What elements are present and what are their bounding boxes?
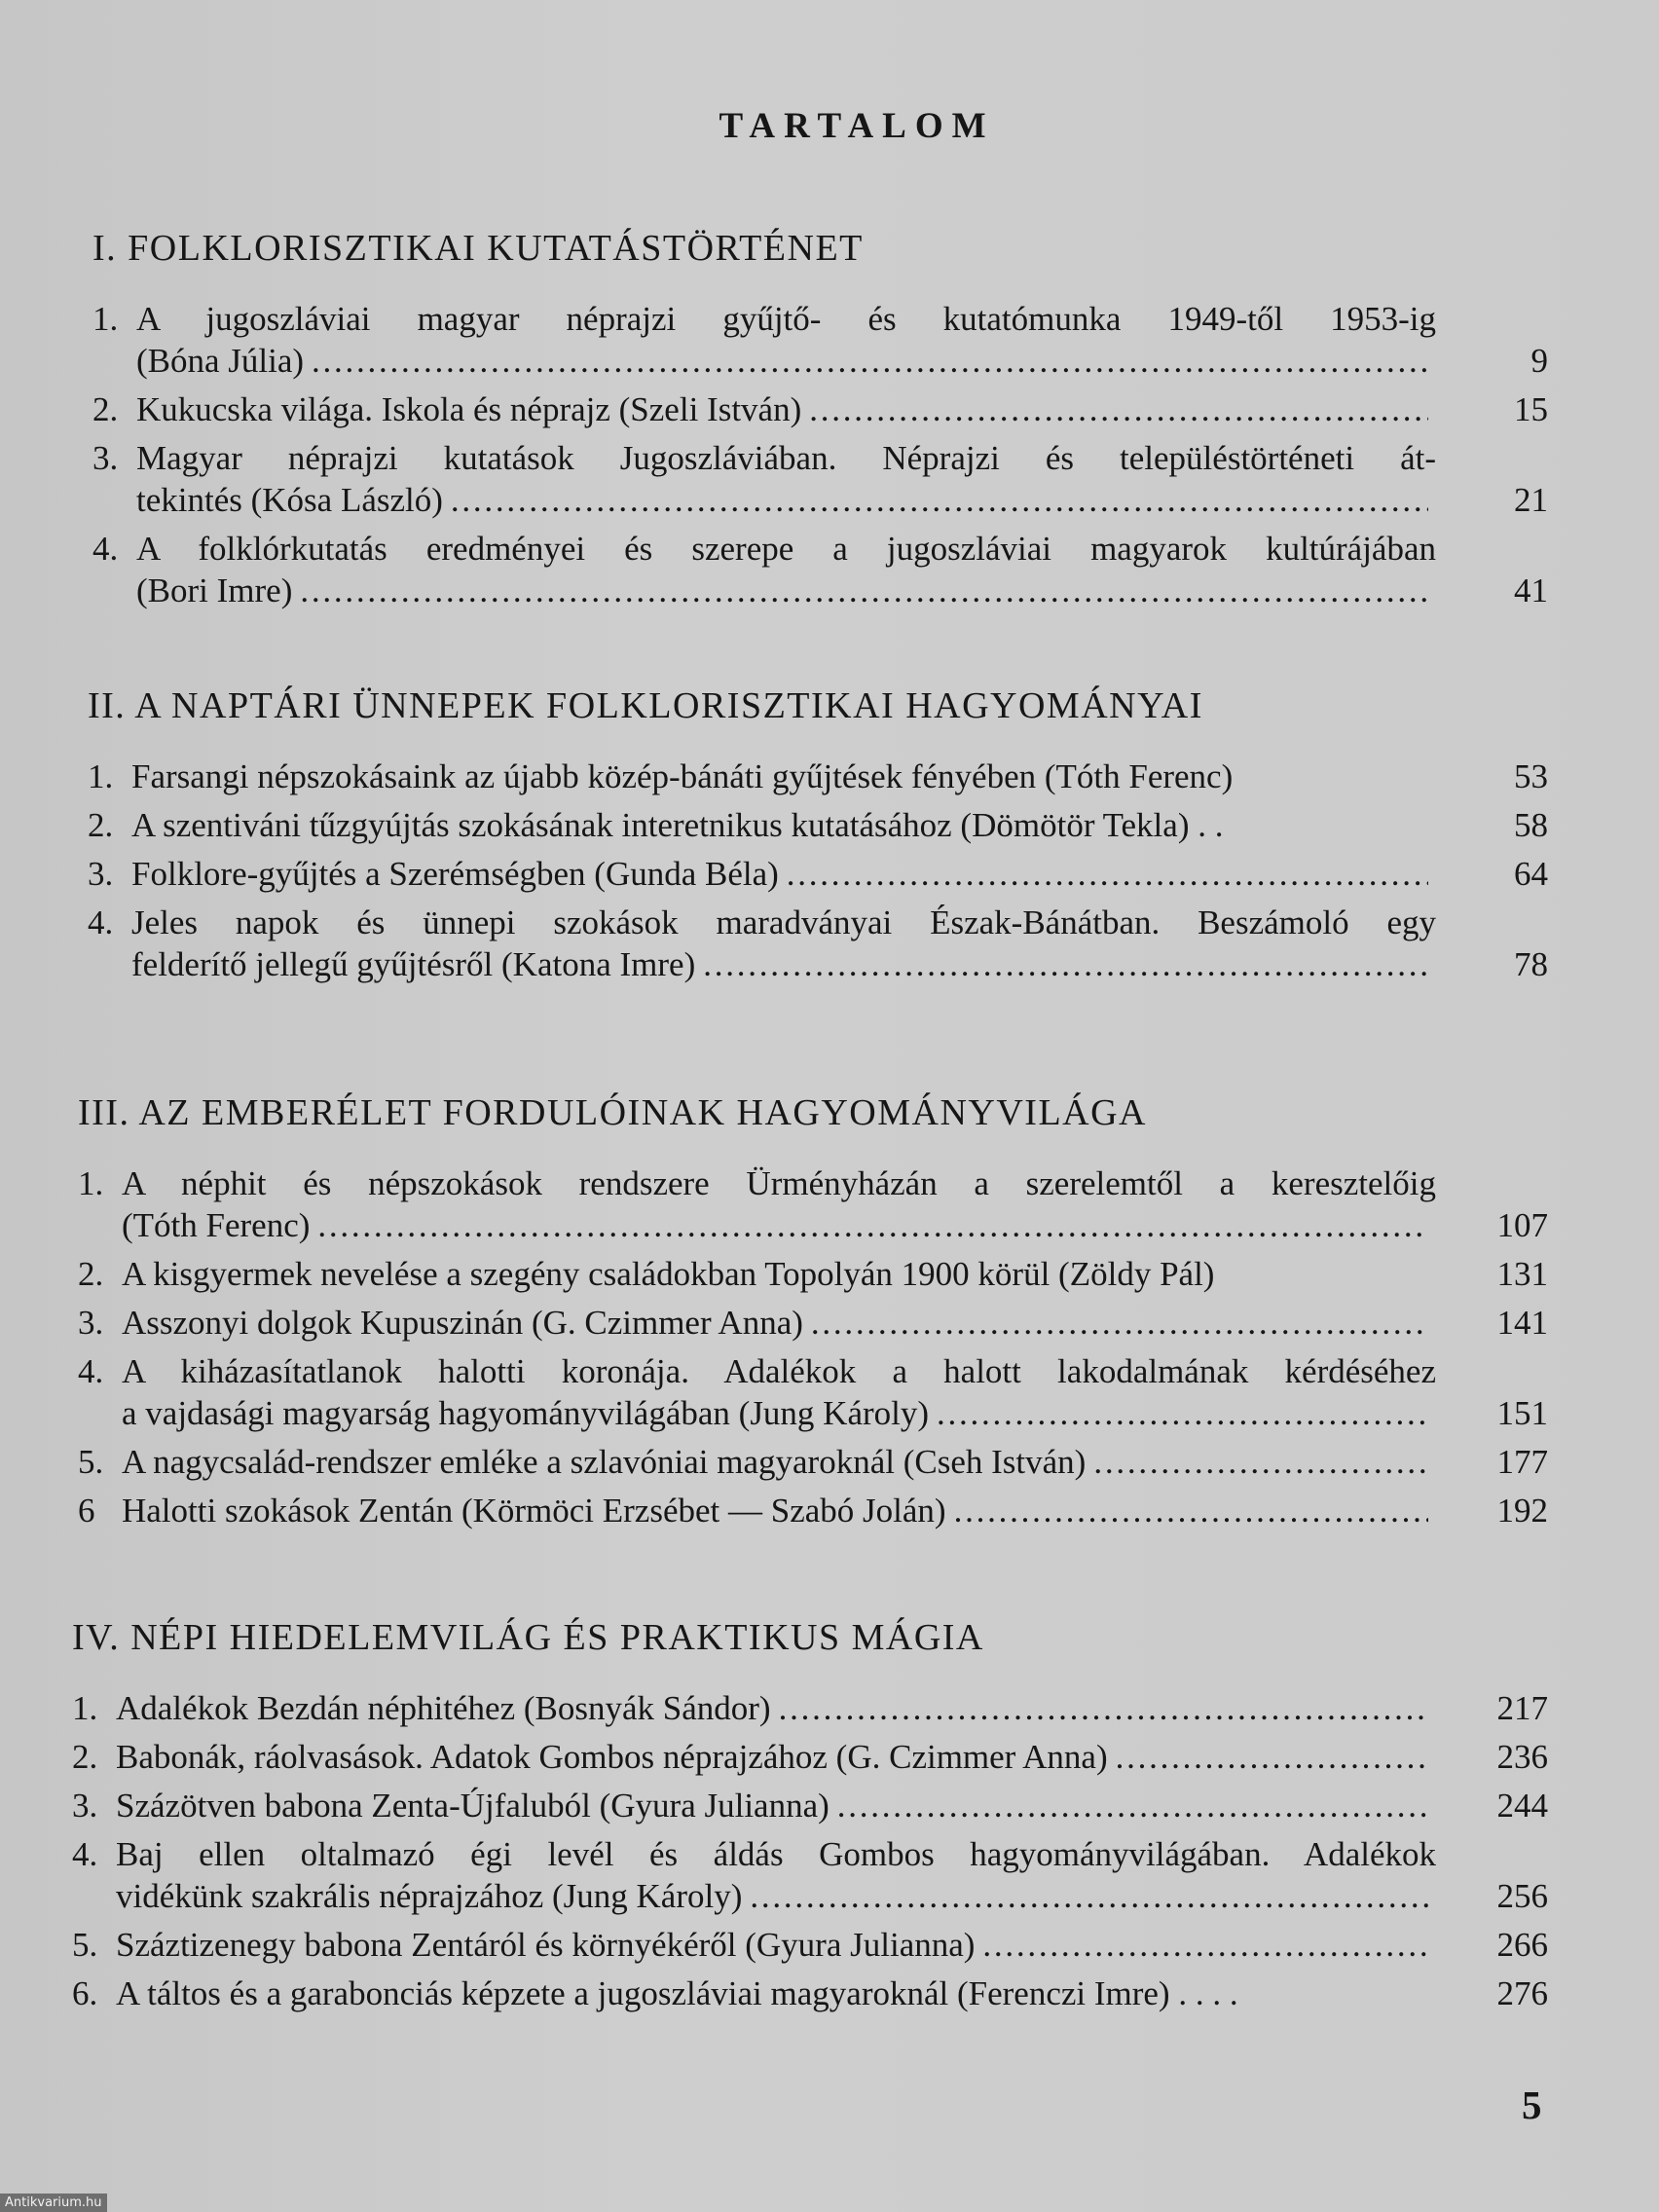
entry-number: 2.: [72, 1738, 98, 1776]
entry-title-line: A néphit és népszokások rendszere Ürményházán a szerelemtől a keresztelőig: [122, 1164, 1436, 1202]
toc-entry[interactable]: [78, 1350, 1659, 1434]
entry-title: Százötven babona Zenta-Újfaluból (Gyura Julianna): [116, 1787, 830, 1825]
entry-title-line: A jugoszláviai magyar néprajzi gyűjtő- és kutatómunka 1949-től 1953-ig: [136, 300, 1436, 338]
entry-title: felderítő jellegű gyűjtésről (Katona Imre): [131, 945, 696, 983]
entry-page-number: 9: [1530, 342, 1548, 380]
toc-list: [72, 1687, 1659, 2014]
toc-entry[interactable]: [78, 1302, 1659, 1344]
entry-title-line: Magyar néprajzi kutatások Jugoszláviában. Néprajzi és településtörténeti át-: [136, 439, 1436, 477]
entry-title: Asszonyi dolgok Kupuszinán (G. Czimmer Anna): [122, 1304, 803, 1342]
entry-number: 3.: [78, 1304, 104, 1342]
entry-title: (Tóth Ferenc): [122, 1206, 311, 1244]
section-heading: IV. NÉPI HIEDELEMVILÁG ÉS PRAKTIKUS MÁGIA: [72, 1617, 984, 1658]
toc-entry[interactable]: [88, 853, 1659, 895]
toc-entry[interactable]: [72, 1736, 1659, 1778]
entry-number: 3.: [92, 439, 119, 477]
toc-entry[interactable]: [78, 1253, 1659, 1295]
dot-leader: [703, 943, 1428, 985]
section-3: [78, 1090, 1659, 1531]
entry-number: 6: [78, 1492, 95, 1530]
entry-title: A kisgyermek nevelése a szegény családokban Topolyán 1900 körül (Zöldy Pál): [122, 1255, 1215, 1293]
entry-number: 4.: [92, 530, 119, 568]
page-title: TARTALOM: [719, 106, 995, 146]
entry-title: Halotti szokások Zentán (Körmöci Erzsébet — Szabó Jolán): [122, 1492, 946, 1530]
entry-title: A szentiváni tűzgyújtás szokásának interetnikus kutatásához (Dömötör Tekla) . .: [131, 806, 1224, 844]
entry-number: 1.: [72, 1689, 98, 1727]
toc-entry[interactable]: [88, 902, 1659, 985]
entry-page-number: 256: [1496, 1877, 1548, 1915]
entry-number: 4.: [78, 1352, 104, 1390]
dot-leader: [809, 388, 1428, 430]
dot-leader: [982, 1924, 1428, 1966]
section-1: [92, 226, 1659, 611]
entry-title-line: Baj ellen oltalmazó égi levél és áldás Gombos hagyományvilágában. Adalékok: [116, 1835, 1436, 1873]
entry-number: 3.: [72, 1787, 98, 1825]
section-2: [88, 683, 1659, 985]
entry-page-number: 266: [1496, 1926, 1548, 1964]
dot-leader: [937, 1392, 1428, 1434]
entry-number: 5.: [78, 1443, 104, 1481]
entry-title-line: A folklórkutatás eredményei és szerepe a jugoszláviai magyarok kultúrájában: [136, 530, 1436, 568]
dot-leader: [451, 479, 1428, 521]
entry-number: 5.: [72, 1926, 98, 1964]
entry-page-number: 107: [1496, 1206, 1548, 1244]
entry-title: Kukucska világa. Iskola és néprajz (Szeli István): [136, 390, 802, 428]
toc-list: [88, 756, 1659, 985]
toc-list: [78, 1162, 1659, 1531]
entry-title: (Bóna Júlia): [136, 342, 305, 380]
entry-page-number: 131: [1496, 1255, 1548, 1293]
entry-page-number: 141: [1496, 1304, 1548, 1342]
toc-entry[interactable]: [92, 437, 1659, 521]
entry-title: Babonák, ráolvasások. Adatok Gombos néprajzához (G. Czimmer Anna): [116, 1738, 1108, 1776]
entry-number: 1.: [92, 300, 119, 338]
dot-leader: [811, 1302, 1428, 1344]
dot-leader: [317, 1204, 1428, 1246]
entry-title: Száztizenegy babona Zentáról és környékéről (Gyura Julianna): [116, 1926, 976, 1964]
section-heading: I. FOLKLORISZTIKAI KUTATÁSTÖRTÉNET: [92, 228, 864, 269]
entry-title-line: Jeles napok és ünnepi szokások maradványai Észak-Bánátban. Beszámoló egy: [131, 903, 1436, 941]
toc-entry[interactable]: [72, 1785, 1659, 1826]
dot-leader: [837, 1785, 1428, 1826]
entry-page-number: 53: [1514, 757, 1548, 795]
entry-number: 2.: [88, 806, 114, 844]
toc-entry[interactable]: [88, 804, 1659, 846]
toc-entry[interactable]: [92, 298, 1659, 382]
dot-leader: [954, 1490, 1428, 1531]
entry-number: 2.: [92, 390, 119, 428]
entry-title: a vajdasági magyarság hagyományvilágában (Jung Károly): [122, 1394, 930, 1432]
page-number: 5: [1522, 2083, 1542, 2127]
entry-page-number: 15: [1514, 390, 1548, 428]
entry-number: 1.: [78, 1164, 104, 1202]
toc-entry[interactable]: [78, 1162, 1659, 1246]
toc-entry[interactable]: [72, 1924, 1659, 1966]
entry-number: 1.: [88, 757, 114, 795]
dot-leader: [300, 570, 1428, 611]
entry-title: Folklore-gyűjtés a Szerémségben (Gunda Béla): [131, 855, 779, 893]
dot-leader: [750, 1875, 1428, 1917]
entry-page-number: 276: [1496, 1974, 1548, 2012]
entry-number: 6.: [72, 1974, 98, 2012]
entry-title-line: A kiházasítatlanok halotti koronája. Adalékok a halott lakodalmának kérdéséhez: [122, 1352, 1436, 1390]
toc-entry[interactable]: [72, 1687, 1659, 1729]
entry-page-number: 41: [1514, 571, 1548, 609]
entry-page-number: 151: [1496, 1394, 1548, 1432]
entry-page-number: 244: [1496, 1787, 1548, 1825]
dot-leader: [779, 1687, 1428, 1729]
toc-entry[interactable]: [92, 388, 1659, 430]
section-heading: II. A NAPTÁRI ÜNNEPEK FOLKLORISZTIKAI HAGYOMÁNYAI: [88, 685, 1203, 726]
watermark: Antikvarium.hu: [0, 2194, 107, 2212]
section-heading: III. AZ EMBERÉLET FORDULÓINAK HAGYOMÁNYVILÁGA: [78, 1092, 1147, 1133]
toc-entry[interactable]: [92, 528, 1659, 611]
entry-number: 2.: [78, 1255, 104, 1293]
dot-leader: [312, 340, 1428, 382]
toc-entry[interactable]: [72, 1972, 1659, 2014]
entry-page-number: 21: [1514, 481, 1548, 519]
entry-title: Farsangi népszokásaink az újabb közép-bánáti gyűjtések fényében (Tóth Ferenc): [131, 757, 1234, 795]
dot-leader: [1116, 1736, 1428, 1778]
dot-leader: [787, 853, 1428, 895]
entry-page-number: 217: [1496, 1689, 1548, 1727]
entry-number: 4.: [72, 1835, 98, 1873]
entry-number: 4.: [88, 903, 114, 941]
entry-title: (Bori Imre): [136, 571, 293, 609]
entry-page-number: 236: [1496, 1738, 1548, 1776]
entry-page-number: 192: [1496, 1492, 1548, 1530]
toc-entry[interactable]: [78, 1441, 1659, 1483]
dot-leader: [1093, 1441, 1428, 1483]
entry-page-number: 78: [1514, 945, 1548, 983]
entry-title: vidékünk szakrális néprajzához (Jung Károly): [116, 1877, 743, 1915]
toc-entry[interactable]: [88, 756, 1659, 797]
entry-number: 3.: [88, 855, 114, 893]
entry-title: tekintés (Kósa László): [136, 481, 443, 519]
entry-page-number: 58: [1514, 806, 1548, 844]
entry-page-number: 64: [1514, 855, 1548, 893]
entry-title: Adalékok Bezdán néphitéhez (Bosnyák Sándor): [116, 1689, 771, 1727]
toc-list: [92, 298, 1659, 611]
entry-title: A táltos és a garabonciás képzete a jugoszláviai magyaroknál (Ferenczi Imre) . . . .: [116, 1974, 1238, 2012]
toc-entry[interactable]: [78, 1490, 1659, 1531]
toc-entry[interactable]: [72, 1833, 1659, 1917]
entry-title: A nagycsalád-rendszer emléke a szlavóniai magyaroknál (Cseh István): [122, 1443, 1087, 1481]
section-4: [72, 1615, 1659, 2014]
entry-page-number: 177: [1496, 1443, 1548, 1481]
